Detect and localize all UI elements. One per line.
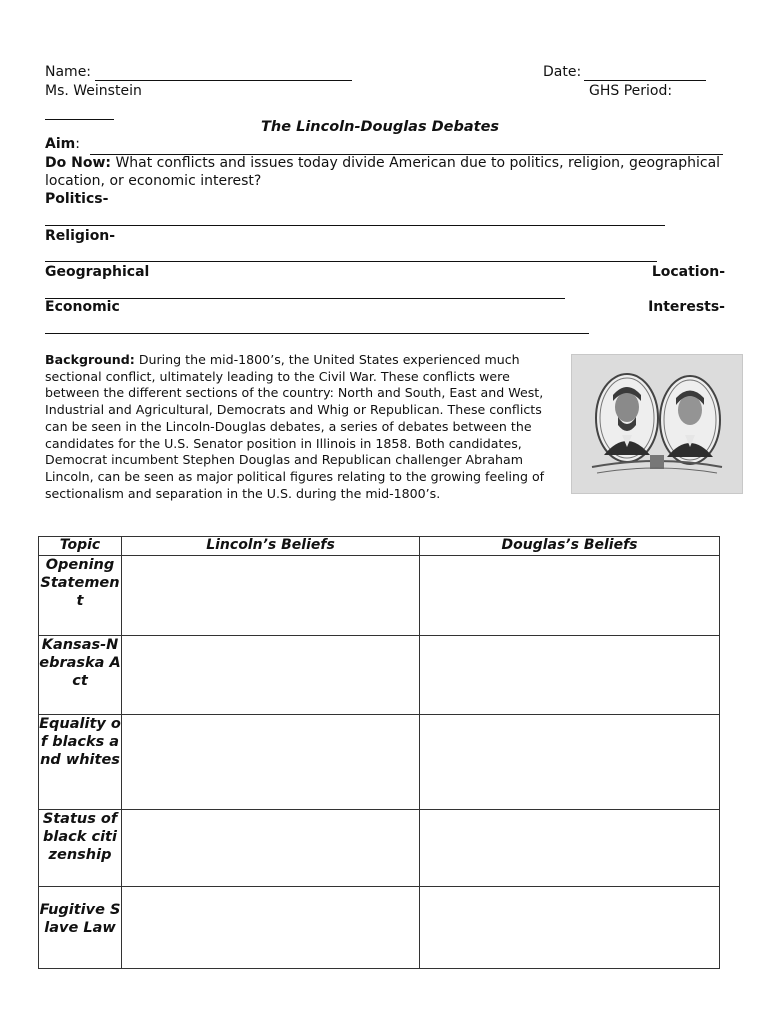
- table-row: [39, 556, 720, 636]
- do-now-text: What conflicts and issues today divide American due to politics, religion, geographical location, or economic interest?: [45, 155, 721, 189]
- topic-black-citizenship: Status of black citizenship: [39, 810, 122, 887]
- period-blank-line[interactable]: [45, 104, 114, 120]
- religion-label: Religion-: [45, 228, 116, 244]
- topic-equality: Equality of blacks and whites: [39, 715, 122, 810]
- topic-opening-statement: Opening Statement: [39, 556, 122, 636]
- do-now: [45, 154, 725, 190]
- page-title: The Lincoln-Douglas Debates: [261, 119, 500, 135]
- background-label: Background:: [45, 352, 135, 367]
- topic-kansas-nebraska-act: Kansas-Nebraska Act: [39, 636, 122, 715]
- name-label: Name:: [45, 64, 92, 80]
- douglas-answer-cell[interactable]: [420, 556, 720, 636]
- name-blank-line[interactable]: [95, 64, 352, 81]
- beliefs-table: [38, 536, 720, 969]
- table-row: [39, 636, 720, 715]
- table-row: [39, 810, 720, 887]
- aim-blank-line[interactable]: [90, 138, 723, 155]
- aim-colon: :: [75, 136, 80, 152]
- douglas-answer-cell[interactable]: [420, 715, 720, 810]
- header-lincoln-beliefs: Lincoln’s Beliefs: [122, 537, 420, 556]
- geographical-blank-line[interactable]: [45, 283, 565, 299]
- lincoln-answer-cell[interactable]: [122, 715, 420, 810]
- aim-line: [45, 136, 80, 152]
- topic-fugitive-slave-law: Fugitive Slave Law: [39, 887, 122, 969]
- douglas-answer-cell[interactable]: [420, 887, 720, 969]
- teacher-name: Ms. Weinstein: [45, 83, 142, 99]
- politics-label: Politics-: [45, 191, 109, 207]
- table-row: [39, 715, 720, 810]
- lincoln-douglas-portrait-image: [571, 354, 743, 494]
- politics-blank-line[interactable]: [45, 210, 665, 226]
- lincoln-answer-cell[interactable]: [122, 636, 420, 715]
- religion-blank-line[interactable]: [45, 246, 657, 262]
- aim-label: Aim: [45, 136, 76, 152]
- table-row: [39, 887, 720, 969]
- lincoln-answer-cell[interactable]: [122, 810, 420, 887]
- douglas-answer-cell[interactable]: [420, 810, 720, 887]
- date-blank-line[interactable]: [584, 64, 706, 81]
- period-label: GHS Period:: [589, 83, 673, 99]
- header-topic: Topic: [39, 537, 122, 556]
- do-now-label: Do Now:: [45, 155, 111, 171]
- economic-label: Economic: [45, 299, 120, 315]
- lincoln-answer-cell[interactable]: [122, 887, 420, 969]
- portrait-engraving: [572, 355, 742, 493]
- background-paragraph: [45, 352, 560, 502]
- background-text: During the mid-1800’s, the United States experienced much sectional conflict, ultimately leading to the Civil War. These conflicts were between the different sections of the country: North and South, East and West, Industrial and Agricultural, Democrats and Whig or Republican. These conflicts can be seen in the Lincoln-Douglas debates, a series of debates between the candidates for the U.S. Senator position in Illinois in 1858. Both candidates, Democrat incumbent Stephen Douglas and Republican challenger Abraham Lincoln, can be seen as major political figures relating to the growing feeling of sectionalism and separation in the U.S. during the mid-1800’s.: [45, 352, 545, 501]
- economic-blank-line[interactable]: [45, 318, 589, 334]
- date-label: Date:: [543, 64, 582, 80]
- header-douglas-beliefs: Douglas’s Beliefs: [420, 537, 720, 556]
- interests-label: Interests-: [648, 299, 725, 315]
- geographical-label: Geographical: [45, 264, 150, 280]
- lincoln-answer-cell[interactable]: [122, 556, 420, 636]
- douglas-answer-cell[interactable]: [420, 636, 720, 715]
- location-label: Location-: [651, 264, 725, 280]
- table-header-row: [39, 537, 720, 556]
